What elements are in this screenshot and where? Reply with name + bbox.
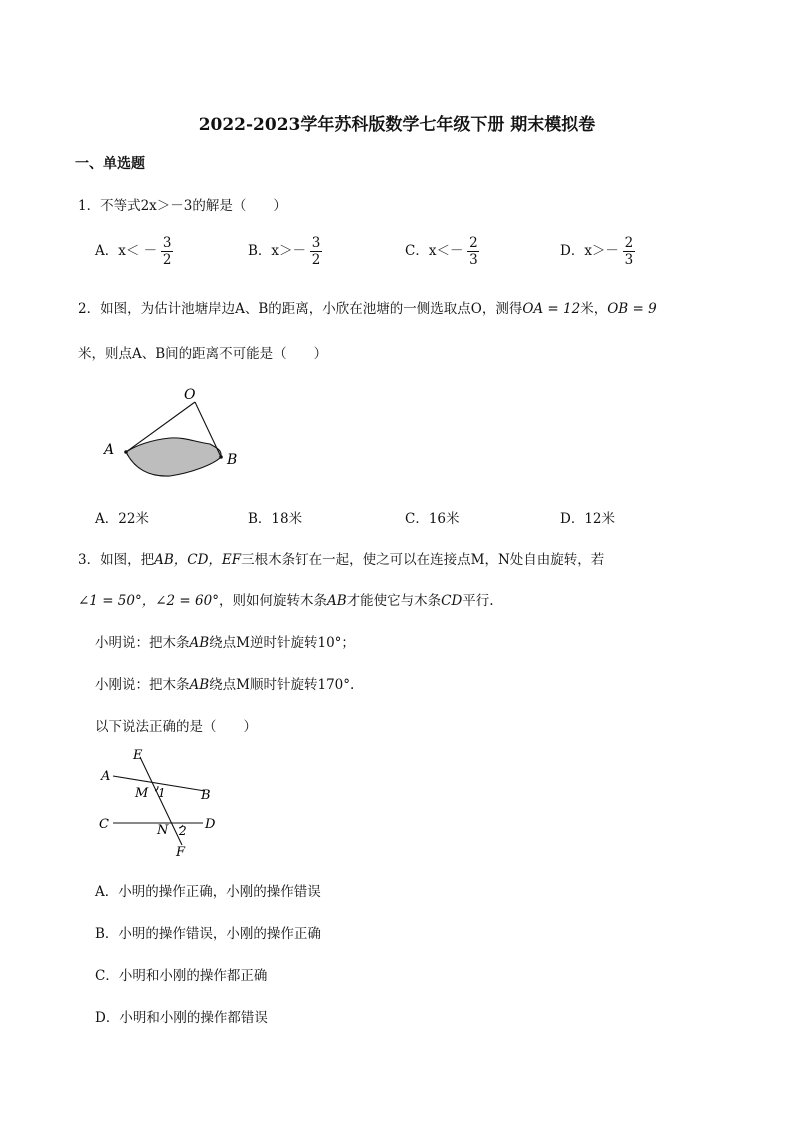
q3-stem-text-e: 平行. xyxy=(462,593,494,609)
q3-option-c: C．小明和小刚的操作都正确 xyxy=(95,968,268,984)
q3-xiaoming-text-b: 绕点M逆时针旋转10°； xyxy=(209,635,355,651)
fraction-numerator: 2 xyxy=(469,235,478,251)
q3-stem-text-d: 才能使它与木条 xyxy=(346,593,442,609)
q3-cd-name: CD xyxy=(441,593,463,609)
label-e: E xyxy=(133,748,143,763)
q3-angle-values: ∠1 = 50°，∠2 = 60° xyxy=(78,593,219,609)
q3-xiaoming-ab: AB xyxy=(189,635,210,651)
section-heading: 一、单选题 xyxy=(75,156,145,172)
q3-option-b: B．小明的操作错误，小刚的操作正确 xyxy=(95,926,321,942)
q3-stem-text-c: ，则如何旋转木条 xyxy=(218,593,327,609)
label-f: F xyxy=(176,845,186,860)
label-c: C xyxy=(99,817,109,832)
q3-xiaoming-text-a: 小明说：把木条 xyxy=(95,635,190,651)
pond-shape xyxy=(126,438,221,476)
q2-option-c: C．16米 xyxy=(405,511,460,527)
q3-option-d: D．小明和小刚的操作都错误 xyxy=(95,1010,268,1026)
label-angle-2: 2 xyxy=(179,824,187,838)
q2-option-b: B．18米 xyxy=(248,511,303,527)
q2-stem-line2: 米，则点A、B间的距离不可能是（ ） xyxy=(78,346,328,362)
q2-stem-line1 xyxy=(78,297,657,317)
q1-option-a xyxy=(95,235,173,268)
q2-pond-figure xyxy=(95,380,255,480)
q2-option-a: A．22米 xyxy=(95,511,149,527)
q1-option-d-fraction xyxy=(623,235,635,268)
q1-option-c-prefix: C．x＜－ xyxy=(405,243,464,259)
label-b: B xyxy=(227,452,238,468)
label-n: N xyxy=(157,823,169,838)
label-a: A xyxy=(104,442,115,458)
q1-stem: 1．不等式2x＞－3的解是（ ） xyxy=(78,198,287,214)
q2-stem-text-a: 2．如图，为估计池塘岸边A、B的距离，小欣在池塘的一侧选取点O，测得 xyxy=(78,301,523,317)
fraction-numerator: 3 xyxy=(311,235,321,251)
q1-option-c xyxy=(405,235,479,268)
q1-option-a-prefix: A．x＜ － xyxy=(95,243,158,259)
q3-xiaogang-statement xyxy=(95,673,354,693)
label-angle-1: 1 xyxy=(158,786,166,800)
fraction-denominator: 2 xyxy=(311,252,321,268)
q2-ob-expression: OB = 9 xyxy=(607,301,657,317)
q2-oa-expression: OA = 12 xyxy=(522,301,581,317)
point-b xyxy=(219,455,223,459)
label-d: D xyxy=(205,817,216,832)
fraction-denominator: 3 xyxy=(624,252,634,268)
q1-option-b-prefix: B．x＞－ xyxy=(248,243,307,259)
q3-xiaoming-statement xyxy=(95,631,355,651)
q3-stem-line1 xyxy=(78,548,604,568)
label-b: B xyxy=(201,788,211,803)
fraction-denominator: 3 xyxy=(469,252,478,268)
fraction-denominator: 2 xyxy=(162,252,172,268)
q1-option-d xyxy=(560,235,635,268)
q3-xiaogang-ab: AB xyxy=(189,677,210,693)
q3-sticks-figure xyxy=(95,745,235,863)
label-m: M xyxy=(135,786,149,801)
q3-xiaogang-text-b: 绕点M顺时针旋转170°. xyxy=(209,677,355,693)
q3-stick-names: AB，CD，EF xyxy=(154,552,242,568)
q3-stem-line2 xyxy=(78,589,494,609)
q1-option-b-fraction xyxy=(310,235,322,268)
q1-option-c-fraction xyxy=(467,235,479,268)
fraction-numerator: 2 xyxy=(624,235,634,251)
q2-stem-text-b: 米， xyxy=(580,301,608,317)
fraction-numerator: 3 xyxy=(162,235,172,251)
q1-option-b xyxy=(248,235,322,268)
q1-option-d-prefix: D．x＞－ xyxy=(560,243,619,259)
q3-stem-text-b: 三根木条钉在一起，使之可以在连接点M，N处自由旋转，若 xyxy=(241,552,605,568)
label-a: A xyxy=(101,769,111,784)
q1-option-a-fraction xyxy=(161,235,173,268)
q3-ab-name: AB xyxy=(326,593,347,609)
q3-option-a: A．小明的操作正确，小刚的操作错误 xyxy=(95,884,321,900)
point-a xyxy=(124,450,128,454)
label-o: O xyxy=(184,387,196,403)
page-title: 2022-2023学年苏科版数学七年级下册 期末模拟卷 xyxy=(198,115,596,135)
q2-option-d: D．12米 xyxy=(560,511,616,527)
q3-question-prompt: 以下说法正确的是（ ） xyxy=(95,719,257,735)
q3-xiaogang-text-a: 小刚说：把木条 xyxy=(95,677,190,693)
q3-stem-text-a: 3．如图，把 xyxy=(78,552,155,568)
